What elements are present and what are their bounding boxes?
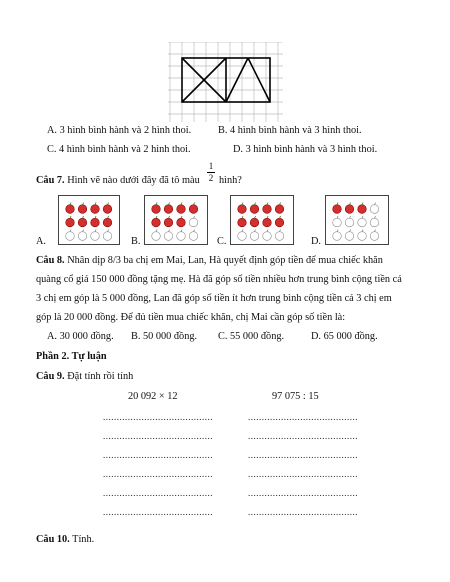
q7-text: Hình vẽ nào dưới đây đã tô màu: [67, 175, 200, 186]
q8-option-b[interactable]: B. 50 000 đồng.: [131, 331, 198, 342]
q6-option-a[interactable]: A. 3 hình bình hành và 2 hình thoi.: [47, 125, 192, 136]
q8-option-d[interactable]: D. 65 000 đồng.: [311, 331, 378, 342]
q7-option-d-box[interactable]: [325, 195, 389, 245]
apple-empty-icon: [370, 203, 379, 214]
q7-number: Câu 7.: [36, 175, 65, 186]
q7-option-c-box[interactable]: [230, 195, 294, 245]
q6-option-b[interactable]: B. 4 hình bình hành và 3 hình thoi.: [218, 125, 362, 136]
apple-empty-icon: [345, 230, 354, 241]
apple-empty-icon: [189, 216, 198, 227]
apple-empty-icon: [66, 230, 75, 241]
apple-filled-icon: [164, 216, 173, 227]
apple-empty-icon: [177, 230, 186, 241]
q8-line-2: quàng cổ giá 150 000 đồng tặng mẹ. Hà đã góp số tiền nhiều hơn trung bình cộng tiền cả: [36, 274, 402, 285]
apple-grid: [59, 196, 119, 244]
apple-filled-icon: [263, 216, 272, 227]
apple-empty-icon: [333, 216, 342, 227]
apple-empty-icon: [250, 230, 259, 241]
q9-text: Đặt tính rồi tính: [67, 371, 134, 382]
q9-expression-1: 20 092 × 12: [128, 391, 178, 402]
answer-line[interactable]: ........................................: [103, 450, 213, 460]
apple-filled-icon: [152, 203, 161, 214]
apple-empty-icon: [275, 230, 284, 241]
answer-line[interactable]: ........................................: [248, 488, 358, 498]
apple-empty-icon: [333, 230, 342, 241]
apple-filled-icon: [78, 203, 87, 214]
q8-option-c[interactable]: C. 55 000 đồng.: [218, 331, 285, 342]
apple-empty-icon: [103, 230, 112, 241]
apple-empty-icon: [189, 230, 198, 241]
fraction-numerator: 1: [208, 161, 214, 171]
q8-line-3: 3 chị em góp là 5 000 đồng, Lan đã góp số tiền ít hơn trung bình cộng tiền cả 3 chị em: [36, 293, 392, 304]
apple-filled-icon: [275, 216, 284, 227]
apple-empty-icon: [358, 216, 367, 227]
apple-empty-icon: [152, 230, 161, 241]
q7-option-b-box[interactable]: [144, 195, 208, 245]
answer-line[interactable]: ........................................: [248, 450, 358, 460]
apple-filled-icon: [103, 216, 112, 227]
apple-grid: [145, 196, 207, 244]
apple-filled-icon: [250, 203, 259, 214]
q10-text: Tính.: [72, 534, 95, 545]
q7-label-b[interactable]: B.: [131, 236, 141, 247]
apple-empty-icon: [78, 230, 87, 241]
q7-label-a[interactable]: A.: [36, 236, 47, 247]
q7-label-c[interactable]: C.: [217, 236, 227, 247]
apple-filled-icon: [263, 203, 272, 214]
apple-filled-icon: [333, 203, 342, 214]
q7-question: [36, 175, 200, 186]
q10-number: Câu 10.: [36, 534, 70, 545]
apple-filled-icon: [345, 203, 354, 214]
apple-empty-icon: [345, 216, 354, 227]
apple-empty-icon: [238, 230, 247, 241]
apple-filled-icon: [91, 216, 100, 227]
apple-filled-icon: [238, 216, 247, 227]
apple-filled-icon: [238, 203, 247, 214]
answer-line[interactable]: ........................................: [103, 507, 213, 517]
q7-label-d[interactable]: D.: [311, 236, 322, 247]
apple-empty-icon: [370, 216, 379, 227]
apple-empty-icon: [91, 230, 100, 241]
q6-option-d[interactable]: D. 3 hình bình hành và 3 hình thoi.: [233, 144, 378, 155]
apple-filled-icon: [66, 216, 75, 227]
apple-filled-icon: [250, 216, 259, 227]
q8-text-1: Nhân dịp 8/3 ba chị em Mai, Lan, Hà quyết định góp tiền để mua chiếc khăn: [67, 255, 383, 266]
apple-filled-icon: [177, 203, 186, 214]
apple-filled-icon: [189, 203, 198, 214]
answer-line[interactable]: ........................................: [103, 412, 213, 422]
answer-line[interactable]: ........................................: [248, 431, 358, 441]
apple-filled-icon: [103, 203, 112, 214]
answer-line[interactable]: ........................................: [103, 488, 213, 498]
apple-filled-icon: [177, 216, 186, 227]
apple-filled-icon: [358, 203, 367, 214]
q10-question: [36, 534, 94, 545]
apple-empty-icon: [358, 230, 367, 241]
answer-line[interactable]: ........................................: [248, 469, 358, 479]
answer-line[interactable]: ........................................: [248, 507, 358, 517]
apple-empty-icon: [263, 230, 272, 241]
fraction-denominator: 2: [208, 173, 214, 183]
q7-text-after: hình?: [219, 175, 242, 186]
apple-grid: [231, 196, 293, 244]
geometry-grid-figure: [168, 42, 283, 122]
apple-filled-icon: [78, 216, 87, 227]
q9-number: Câu 9.: [36, 371, 65, 382]
part2-title: Phần 2. Tự luận: [36, 351, 107, 362]
answer-line[interactable]: ........................................: [103, 469, 213, 479]
apple-grid: [326, 196, 388, 244]
apple-filled-icon: [275, 203, 284, 214]
q8-line-4: góp là 20 000 đồng. Để đủ tiền mua chiếc khăn, chị Mai cần góp số tiền là:: [36, 312, 346, 323]
answer-line[interactable]: ........................................: [248, 412, 358, 422]
apple-filled-icon: [66, 203, 75, 214]
q6-option-c[interactable]: C. 4 hình bình hành và 2 hình thoi.: [47, 144, 191, 155]
q7-fraction: [207, 161, 215, 184]
apple-empty-icon: [164, 230, 173, 241]
apple-filled-icon: [91, 203, 100, 214]
q8-line-1: [36, 255, 383, 266]
q8-number: Câu 8.: [36, 255, 65, 266]
apple-empty-icon: [370, 230, 379, 241]
q9-expression-2: 97 075 : 15: [272, 391, 319, 402]
q8-option-a[interactable]: A. 30 000 đồng.: [47, 331, 114, 342]
q9-question: [36, 371, 133, 382]
apple-filled-icon: [152, 216, 161, 227]
q7-option-a-box[interactable]: [58, 195, 120, 245]
answer-line[interactable]: ........................................: [103, 431, 213, 441]
apple-filled-icon: [164, 203, 173, 214]
